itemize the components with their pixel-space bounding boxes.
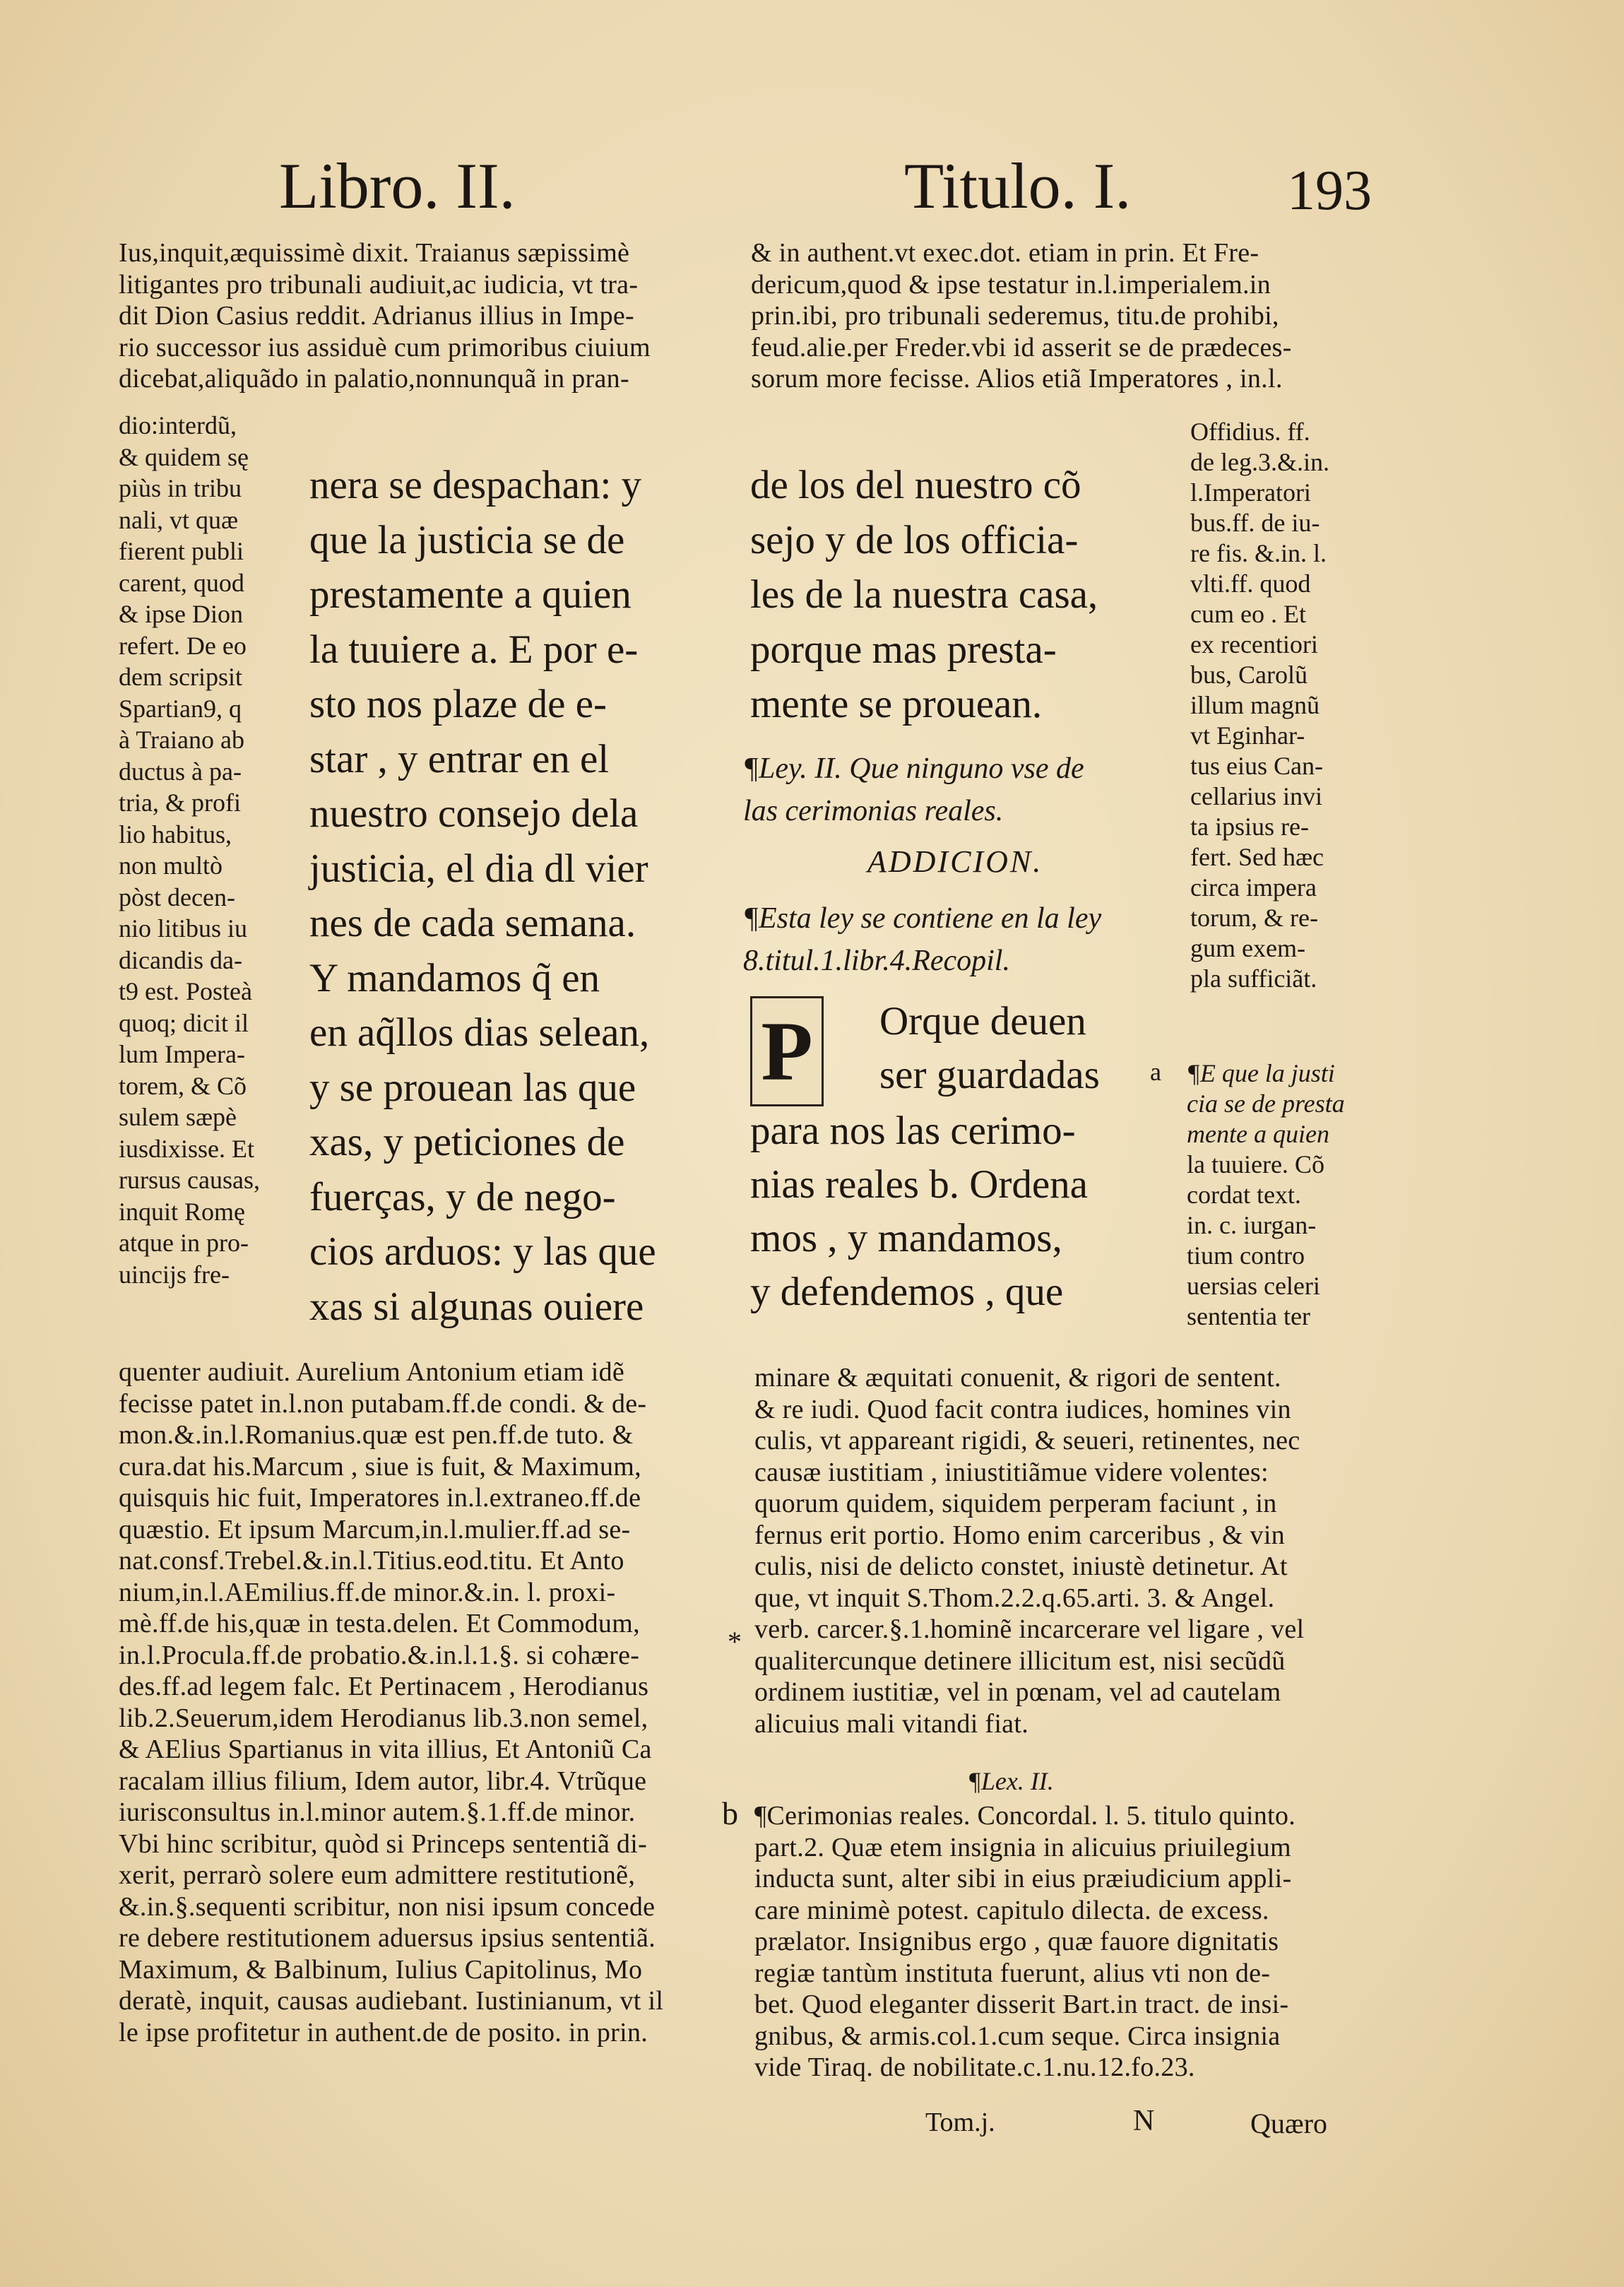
gloss-line: causæ iustitiam , iniustitiãmue videre volentes: [754, 1457, 1269, 1487]
gloss-line: ¶Cerimonias reales. Concordal. l. 5. titulo quinto. [754, 1801, 1296, 1831]
law-line: en aq̃llos dias selean, [309, 1010, 650, 1055]
gloss-line: dericum,quod & ipse testatur in.l.imperialem.in [751, 269, 1271, 300]
gloss-line: regiæ tantùm instituta fuerunt, alius vti non de- [754, 1958, 1271, 1988]
lex-marker: ¶Lex. II. [968, 1767, 1054, 1795]
gloss-line: torem, & Cõ [119, 1071, 247, 1100]
gloss-line: l.Imperatori [1190, 478, 1311, 507]
gloss-line: cia se de presta [1187, 1089, 1345, 1118]
gloss-col3-side [1190, 417, 1329, 994]
law-line: nes de cada semana. [309, 901, 636, 945]
gloss-line: bus.ff. de iu- [1190, 509, 1320, 537]
gloss-line: ex recentiori [1190, 630, 1318, 658]
ley-heading-line: ¶Ley. II. Que ninguno vse de [743, 752, 1084, 785]
gloss-line: racalam illius filium, Idem autor, libr.4. Vtrũque [119, 1766, 647, 1796]
gloss-line: quorum quidem, siquidem perperam faciunt , in [754, 1489, 1277, 1518]
footer-catchword: Quæro [1250, 2108, 1327, 2139]
gloss-line: xerit, perrarò solere eum admittere restitutionẽ, [119, 1860, 636, 1890]
gloss-note-b [754, 1800, 1296, 2084]
gloss-line: re debere restitutionem aduersus ipsius sententiã. [119, 1923, 656, 1953]
gloss-line: qualitercunque detinere illicitum est, nisi secũdũ [754, 1645, 1286, 1676]
gloss-line: fierent publi [119, 537, 244, 565]
gloss-line: nali, vt quæ [119, 505, 238, 534]
gloss-line: ¶E que la justi [1187, 1059, 1335, 1087]
gloss-line: cordat text. [1187, 1181, 1301, 1209]
addicion-line: 8.titul.1.libr.4.Recopil. [743, 945, 1010, 977]
law-line: xas si algunas ouiere [309, 1284, 644, 1329]
gloss-line: tria, & profi [119, 788, 241, 817]
gloss-line: lib.2.Seuerum,idem Herodianus lib.3.non semel, [119, 1703, 648, 1733]
gloss-line: iusdixisse. Et [119, 1134, 255, 1163]
gloss-line: re fis. &.in. l. [1190, 539, 1327, 567]
gloss-line: carent, quod [119, 568, 244, 597]
gloss-line: refert. De eo [119, 631, 247, 660]
gloss-line: Maximum, & Balbinum, Iulius Capitolinus, Mo [119, 1954, 643, 1985]
law-line: para nos las cerimo- [750, 1109, 1076, 1153]
gloss-line: & in authent.vt exec.dot. etiam in prin. Et Fre- [751, 238, 1260, 268]
law-line: sto nos plaze de e- [309, 682, 607, 726]
law-line: xas, y peticiones de [309, 1120, 625, 1164]
addicion-title: ADDICION. [867, 844, 1043, 879]
gloss-line: alicuius mali vitandi fiat. [754, 1708, 1029, 1739]
law-text-left [309, 458, 656, 1334]
gloss-line: litigantes pro tribunali audiuit,ac iudicia, vt tra- [119, 269, 639, 300]
gloss-line: Offidius. ff. [1190, 418, 1310, 446]
law2-start [879, 995, 1100, 1102]
gloss-line: illum magnũ [1190, 691, 1320, 719]
gloss-line: nat.consf.Trebel.&.in.l.Titius.eod.titu. Et Anto [119, 1546, 624, 1576]
gloss-col1-side [119, 410, 260, 1290]
gloss-line: rursus causas, [119, 1166, 260, 1194]
gloss-line: culis, nisi de delicto constet, iniustè detinetur. At [754, 1552, 1288, 1581]
gloss-line: nium,in.l.AEmilius.ff.de minor.&.in. l. proxi- [119, 1577, 616, 1607]
law-line: cios arduos: y las que [309, 1229, 656, 1274]
gloss-line: prælator. Insignibus ergo , quæ fauore dignitatis [754, 1927, 1279, 1956]
law-line: la tuuiere a. E por e- [309, 627, 639, 672]
gloss-line: vide Tiraq. de nobilitate.c.1.nu.12.fo.23. [754, 2052, 1195, 2082]
gloss-line: cum eo . Et [1190, 600, 1306, 628]
gloss-line: lum Impera- [119, 1040, 245, 1068]
gloss-line: deratè, inquit, causas audiebant. Iustinianum, vt il [119, 1986, 664, 2016]
law-line: les de la nuestra casa, [750, 572, 1098, 617]
gloss-col3-note-a [1187, 1058, 1345, 1332]
gloss-line: tium contro [1187, 1241, 1305, 1270]
gloss-line: Vbi hinc scribitur, quòd si Princeps sententiã di- [119, 1828, 648, 1859]
gloss-line: nio litibus iu [119, 914, 248, 942]
law-line: de los del nuestro cõ [750, 463, 1081, 507]
gloss-line: bus, Carolũ [1190, 661, 1308, 689]
gloss-line: inquit Romę [119, 1197, 245, 1226]
law-line: nias reales b. Ordena [750, 1162, 1088, 1207]
note-marker-a: a [1150, 1058, 1161, 1086]
gloss-line: à Traiano ab [119, 726, 244, 754]
gloss-line: rio successor ius assiduè cum primoribus ciuium [119, 332, 651, 362]
gloss-col2-top [751, 237, 1292, 395]
gloss-line: uersias celeri [1187, 1272, 1320, 1300]
gloss-line: atque in pro- [119, 1229, 249, 1257]
running-header-book: Libro. II. [279, 150, 516, 222]
gloss-line: cellarius invi [1190, 782, 1322, 810]
gloss-line: quisquis hic fuit, Imperatores in.l.extraneo.ff.de [119, 1483, 641, 1513]
gloss-line: non multò [119, 851, 223, 880]
gloss-line: le ipse profitetur in authent.de de posito. in prin. [119, 2017, 648, 2047]
gloss-line: feud.alie.per Freder.vbi id asserit se de prædeces- [751, 332, 1292, 362]
law-line: sejo y de los officia- [750, 517, 1079, 562]
law-line: justicia, el dia dl vier [309, 846, 648, 891]
gloss-line: vt Eginhar- [1190, 721, 1305, 750]
running-header-title: Titulo. I. [904, 150, 1132, 222]
gloss-line: dem scripsit [119, 663, 242, 691]
gloss-line: t9 est. Posteà [119, 977, 252, 1005]
gloss-line: fert. Sed hæc [1190, 843, 1324, 871]
drop-initial: P [750, 996, 824, 1106]
law-line: star , y entrar en el [309, 736, 610, 781]
gloss-line: de leg.3.&.in. [1190, 448, 1329, 476]
gloss-line: care minimè potest. capitulo dilecta. de excess. [754, 1895, 1269, 1925]
gloss-line: sententia ter [1187, 1302, 1310, 1330]
gloss-line: in.l.Procula.ff.de probatio.&.in.l.1.§. si cohære- [119, 1640, 640, 1670]
gloss-line: culis, vt appareant rigidi, & seueri, retinentes, nec [754, 1426, 1300, 1455]
gloss-line: part.2. Quæ etem insignia in alicuius priuilegium [754, 1832, 1291, 1862]
law-text-right [750, 458, 1098, 732]
gloss-line: sulem sæpè [119, 1103, 237, 1131]
gloss-line: quoq; dicit il [119, 1008, 249, 1037]
gloss-line: & quidem sę [119, 442, 249, 471]
gloss-col1-top [119, 237, 651, 395]
gloss-line: &.in.§.sequenti scribitur, non nisi ipsum concede [119, 1891, 656, 1922]
note-marker-b: b [722, 1795, 738, 1831]
law-line: porque mas presta- [750, 627, 1057, 672]
gloss-line: vlti.ff. quod [1190, 569, 1311, 598]
law-line: nuestro consejo dela [309, 791, 639, 836]
gloss-line: dio:interdũ, [119, 411, 237, 439]
gloss-line: verb. carcer.§.1.hominẽ incarcerare vel ligare , vel [754, 1614, 1305, 1644]
gloss-line: circa impera [1190, 873, 1317, 902]
gloss-line: quæstio. Et ipsum Marcum,in.l.mulier.ff.ad se- [119, 1514, 631, 1544]
gloss-line: in. c. iurgan- [1187, 1211, 1317, 1239]
gloss-line: dit Dion Casius reddit. Adrianus illius in Impe- [119, 301, 635, 331]
gloss-col1-bottom [119, 1357, 663, 2048]
gloss-line: mon.&.in.l.Romanius.quæ est pen.ff.de tuto. & [119, 1420, 634, 1450]
gloss-line: fecisse patet in.l.non putabam.ff.de condi. & de- [119, 1388, 647, 1419]
gloss-line: fernus erit portio. Homo enim carceribus , & vin [754, 1520, 1285, 1550]
gloss-line: & re iudi. Quod facit contra iudices, homines vin [754, 1394, 1291, 1424]
law-line: prestamente a quien [309, 572, 632, 617]
footer-signature: N [1133, 2105, 1155, 2137]
gloss-line: & ipse Dion [119, 600, 243, 628]
gloss-line: gnibus, & armis.col.1.cum seque. Circa insignia [754, 2021, 1281, 2051]
gloss-line: quenter audiuit. Aurelium Antonium etiam idẽ [119, 1357, 625, 1387]
law-line: nera se despachan: y [309, 463, 642, 507]
gloss-line: tus eius Can- [1190, 752, 1323, 780]
page-number: 193 [1287, 160, 1372, 222]
gloss-line: uincijs fre- [119, 1260, 230, 1289]
gloss-col2-bottom [754, 1362, 1304, 1739]
gloss-line: ordinem iustitiæ, vel in pœnam, vel ad cautelam [754, 1677, 1281, 1707]
ley-heading [743, 747, 1084, 832]
margin-asterisk: * [728, 1626, 742, 1657]
gloss-line: dicandis da- [119, 945, 242, 974]
gloss-line: cura.dat his.Marcum , siue is fuit, & Maximum, [119, 1451, 641, 1482]
gloss-line: inducta sunt, alter sibi in eius præiudicium appli- [754, 1864, 1292, 1893]
gloss-line: pòst decen- [119, 882, 235, 911]
law-line: y se prouean las que [309, 1065, 636, 1110]
law2-rest [750, 1104, 1088, 1319]
gloss-line: lio habitus, [119, 820, 232, 849]
gloss-line: ductus à pa- [119, 757, 242, 786]
gloss-line: Spartian9, q [119, 694, 242, 723]
gloss-line: prin.ibi, pro tribunali sederemus, titu.de prohibi, [751, 301, 1279, 331]
ley-heading-line: las cerimonias reales. [743, 795, 1004, 827]
gloss-line: la tuuiere. Cõ [1187, 1150, 1324, 1178]
law-line: ser guardadas [879, 1053, 1100, 1097]
gloss-line: mè.ff.de his,quæ in testa.delen. Et Commodum, [119, 1609, 640, 1638]
gloss-line: & AElius Spartianus in vita illius, Et Antoniũ Ca [119, 1735, 652, 1764]
gloss-line: sorum more fecisse. Alios etiã Imperatores , in.l. [751, 364, 1283, 394]
addicion-text [743, 897, 1101, 982]
gloss-line: gum exem- [1190, 934, 1305, 962]
footer-tome: Tom.j. [925, 2108, 995, 2137]
law-line: mente se prouean. [750, 682, 1043, 726]
law-line: fuerças, y de nego- [309, 1174, 616, 1219]
gloss-line: iurisconsultus in.l.minor autem.§.1.ff.de minor. [119, 1797, 636, 1827]
gloss-line: minare & æquitati conuenit, & rigori de sentent. [754, 1363, 1281, 1393]
law-line: Y mandamos q̃ en [309, 955, 600, 1000]
law-line: Orque deuen [879, 999, 1086, 1044]
gloss-line: dicebat,aliquãdo in palatio,nonnunquã in pran- [119, 364, 629, 394]
law-line: que la justicia se de [309, 517, 625, 562]
gloss-line: mente a quien [1187, 1120, 1329, 1148]
gloss-line: Ius,inquit,æquissimè dixit. Traianus sæpissimè [119, 238, 630, 268]
gloss-line: ta ipsius re- [1190, 812, 1309, 841]
law-line: mos , y mandamos, [750, 1216, 1062, 1260]
gloss-line: bet. Quod eleganter disserit Bart.in tract. de insi- [754, 1990, 1289, 2019]
gloss-line: que, vt inquit S.Thom.2.2.q.65.arti. 3. & Angel. [754, 1583, 1275, 1613]
gloss-line: des.ff.ad legem falc. Et Pertinacem , Herodianus [119, 1672, 649, 1701]
gloss-line: piùs in tribu [119, 474, 242, 502]
addicion-line: ¶Esta ley se contiene en la ley [743, 902, 1102, 935]
law-line: y defendemos , que [750, 1270, 1064, 1314]
gloss-line: torum, & re- [1190, 904, 1318, 932]
gloss-line: pla sufficiãt. [1190, 964, 1317, 993]
